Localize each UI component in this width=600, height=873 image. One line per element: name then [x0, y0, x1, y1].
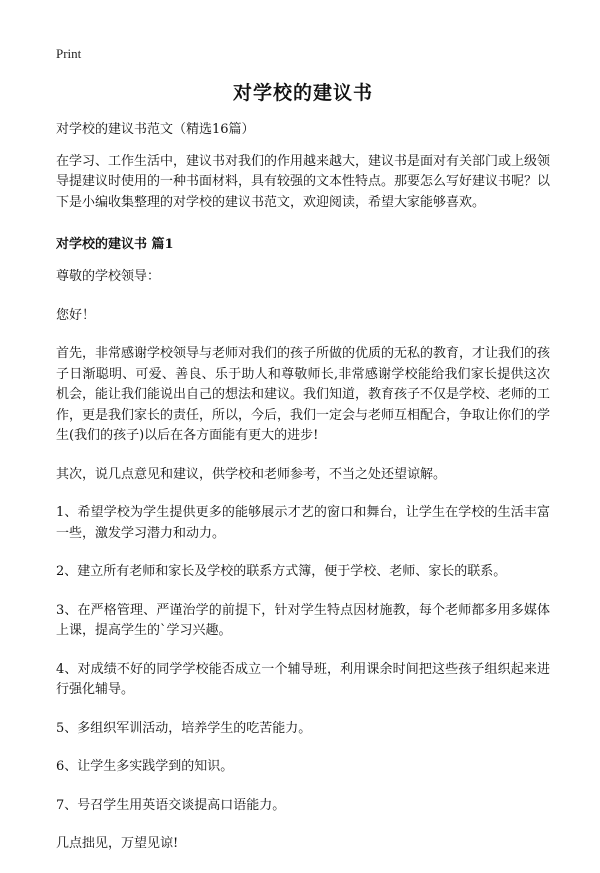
suggestion-item: 7、号召学生用英语交谈提高口语能力。	[56, 797, 286, 813]
greeting: 您好！	[56, 307, 96, 323]
salutation: 尊敬的学校领导：	[56, 269, 161, 284]
document-subtitle: 对学校的建议书范文（精选16篇）	[56, 122, 255, 137]
section-heading: 对学校的建议书 篇1	[56, 237, 174, 252]
suggestion-item: 2、建立所有老师和家长及学校的联系方式簿，便于学校、老师、家长的联系。	[56, 564, 507, 579]
intro-paragraph: 在学习、工作生活中，建议书对我们的作用越来越大，建议书是面对有关部门或上级领导提建议时使用的一种书面材料，具有较强的文本性特点。那要怎么写好建议书呢？以下是小编收集整理的对学校的建议书范文，欢迎阅读，希望大家能够喜欢。	[56, 153, 551, 210]
closing-paragraph: 几点拙见，万望见谅!	[56, 836, 179, 851]
print-link[interactable]: Print	[56, 46, 82, 61]
body-paragraph: 首先，非常感谢学校领导与老师对我们的孩子所做的优质的无私的教育，才让我们的孩子日渐聪明、可爱、善良、乐于助人和尊敬师长,非常感谢学校能给我们家长提供这次机会，能让我们能说出自己的想法和建议。我们知道，教育孩子不仅是学校、老师的工作，更是我们家长的责任，所以，今后，我们一定会与老师互相配合，争取让你们的学生(我们的孩子)以后在各方面能有更大的进步!	[56, 346, 551, 443]
suggestion-item: 4、对成绩不好的同学学校能否成立一个辅导班，利用课余时间把这些孩子组织起来进行强化辅导。	[56, 661, 550, 697]
suggestion-item: 1、希望学校为学生提供更多的能够展示才艺的窗口和舞台，让学生在学校的生活丰富一些，激发学习潜力和动力。	[56, 505, 550, 541]
suggestion-item: 3、在严格管理、严谨治学的前提下，针对学生特点因材施教，每个老师都多用多媒体上课，提高学生的`学习兴趣。	[56, 602, 550, 638]
suggestion-item: 5、多组织军训活动，培养学生的吃苦能力。	[56, 720, 312, 736]
page-title: 对学校的建议书	[232, 82, 373, 104]
body-paragraph: 其次，说几点意见和建议，供学校和老师参考，不当之处还望谅解。	[56, 466, 447, 482]
suggestion-item: 6、让学生多实践学到的知识。	[56, 759, 234, 774]
document-body	[56, 120, 550, 873]
